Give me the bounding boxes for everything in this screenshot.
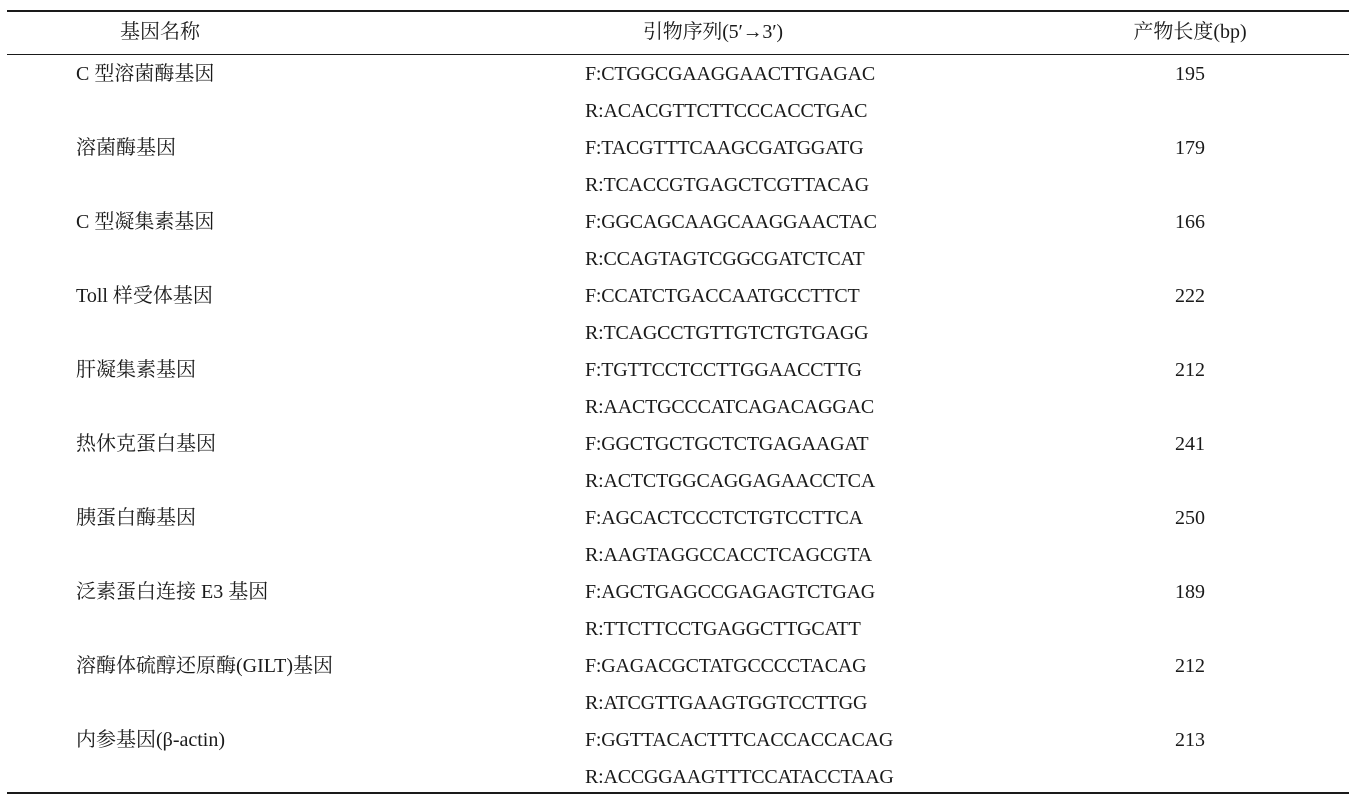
header-gene-name: 基因名称 bbox=[120, 21, 200, 43]
header-primer-sequence: 引物序列(5′→3′) bbox=[643, 21, 783, 43]
forward-primer-cell: F:GAGACGCTATGCCCCTACAG bbox=[585, 655, 867, 677]
reverse-primer-cell: R:TCAGCCTGTTGTCTGTGAGG bbox=[585, 322, 869, 344]
gene-name-cell: C 型溶菌酶基因 bbox=[76, 63, 215, 85]
gene-name-cell: 泛素蛋白连接 E3 基因 bbox=[76, 581, 269, 603]
gene-name-cell: C 型凝集素基因 bbox=[76, 211, 215, 233]
reverse-primer-cell: R:TCACCGTGAGCTCGTTACAG bbox=[585, 174, 870, 196]
forward-primer-cell: F:AGCTGAGCCGAGAGTCTGAG bbox=[585, 581, 876, 603]
gene-name-cell: Toll 样受体基因 bbox=[76, 285, 213, 307]
reverse-primer-cell: R:AACTGCCCATCAGACAGGAC bbox=[585, 396, 874, 418]
forward-primer-cell: F:GGCTGCTGCTCTGAGAAGAT bbox=[585, 433, 869, 455]
table-top-rule bbox=[7, 10, 1349, 12]
reverse-primer-cell: R:ACACGTTCTTCCCACCTGAC bbox=[585, 100, 868, 122]
forward-primer-cell: F:GGCAGCAAGCAAGGAACTAC bbox=[585, 211, 877, 233]
gene-name-cell: 肝凝集素基因 bbox=[76, 359, 196, 381]
forward-primer-cell: F:CCATCTGACCAATGCCTTCT bbox=[585, 285, 860, 307]
table-header-rule bbox=[7, 54, 1349, 55]
gene-name-cell: 胰蛋白酶基因 bbox=[76, 507, 196, 529]
gene-name-cell: 热休克蛋白基因 bbox=[76, 433, 216, 455]
reverse-primer-cell: R:CCAGTAGTCGGCGATCTCAT bbox=[585, 248, 865, 270]
forward-primer-cell: F:AGCACTCCCTCTGTCCTTCA bbox=[585, 507, 863, 529]
forward-primer-cell: F:TACGTTTCAAGCGATGGATG bbox=[585, 137, 864, 159]
table-bottom-rule bbox=[7, 792, 1349, 794]
gene-name-cell: 溶菌酶基因 bbox=[76, 137, 176, 159]
reverse-primer-cell: R:ATCGTTGAAGTGGTCCTTGG bbox=[585, 692, 868, 714]
forward-primer-cell: F:CTGGCGAAGGAACTTGAGAC bbox=[585, 63, 876, 85]
reverse-primer-cell: R:ACTCTGGCAGGAGAACCTCA bbox=[585, 470, 876, 492]
gene-name-cell: 内参基因(β-actin) bbox=[76, 729, 226, 751]
gene-name-cell: 溶酶体硫醇还原酶(GILT)基因 bbox=[76, 655, 334, 677]
forward-primer-cell: F:TGTTCCTCCTTGGAACCTTG bbox=[585, 359, 862, 381]
reverse-primer-cell: R:AAGTAGGCCACCTCAGCGTA bbox=[585, 544, 872, 566]
reverse-primer-cell: R:TTCTTCCTGAGGCTTGCATT bbox=[585, 618, 861, 640]
forward-primer-cell: F:GGTTACACTTTCACCACCACAG bbox=[585, 729, 894, 751]
reverse-primer-cell: R:ACCGGAAGTTTCCATACCTAAG bbox=[585, 766, 894, 788]
